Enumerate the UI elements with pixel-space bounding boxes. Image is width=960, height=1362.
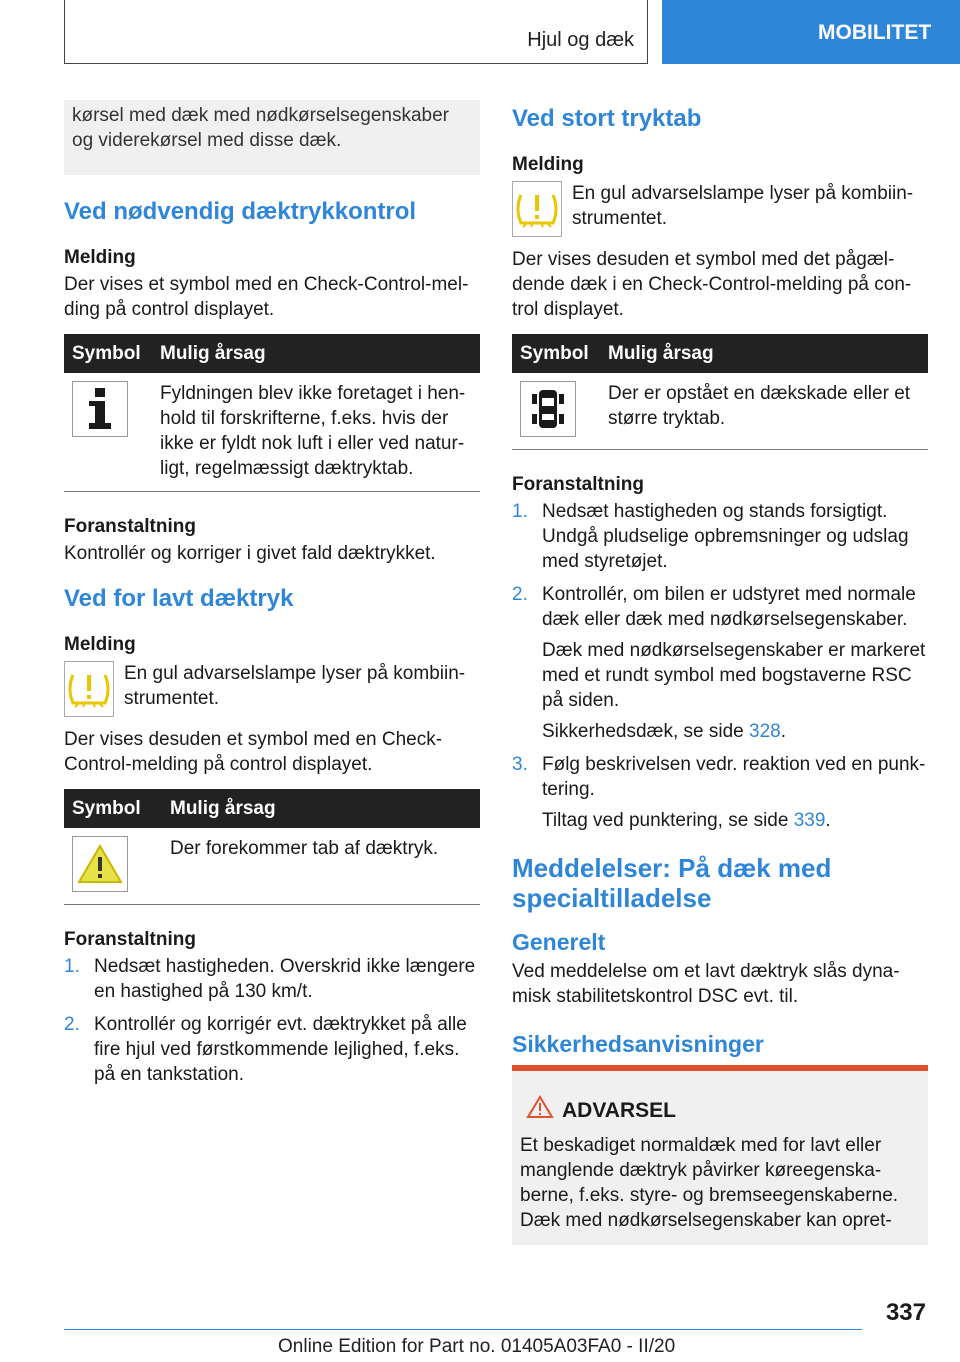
step-number: 3. <box>512 754 528 775</box>
symbol-column-header: Symbol <box>512 334 600 373</box>
action-steps <box>512 499 928 833</box>
message-text: Der vises et symbol med en Check-Control-melding på control displayet. <box>64 274 469 320</box>
list-item <box>64 954 480 1004</box>
lamp-row <box>64 661 480 717</box>
note-text: . <box>825 810 831 831</box>
header-section-title: Hjul og dæk <box>527 29 634 51</box>
step-text: Nedsæt hastigheden og stands forsigtigt. Undgå pludselige opbremsninger og udslag med styretøjet. <box>542 501 909 572</box>
note-text: Tiltag ved punktering, se side <box>542 810 794 831</box>
section-title-pressure-check: Ved nødvendig dæktrykkontrol <box>64 198 417 225</box>
section-title-large-loss: Ved stort tryktab <box>512 105 702 132</box>
page-link-339[interactable]: 339 <box>793 810 826 831</box>
action-steps <box>64 954 480 1087</box>
symbol-table <box>64 789 480 905</box>
section-title-low-pressure: Ved for lavt dæktryk <box>64 585 294 612</box>
cause-column-header: Mulig årsag <box>162 789 480 828</box>
step-number: 2. <box>64 1014 80 1035</box>
header-chapter-tab[interactable]: MOBILITET <box>662 0 960 64</box>
car-top-view-icon <box>520 381 576 437</box>
right-column <box>512 104 928 1245</box>
lamp-text: En gul advarselslampe lyser på kombiinstrumentet. <box>572 183 914 229</box>
step-note <box>542 808 928 833</box>
step-text: Nedsæt hastigheden. Overskrid ikke længere en hastighed på 130 km/t. <box>94 956 476 1002</box>
cause-column-header: Mulig årsag <box>152 334 480 373</box>
symbol-column-header: Symbol <box>64 334 152 373</box>
hazard-icon <box>526 1095 554 1125</box>
warning-text: Et beskadiget normaldæk med for lavt eller manglende dæktryk påvirker køreegenskaberne, f.eks. styre- og bremseegenskaberne. Dæk med nødkørselsegenskaber kan opret- <box>520 1135 899 1231</box>
warning-box <box>512 1065 928 1245</box>
tire-pressure-warning-icon <box>64 661 114 717</box>
symbol-cell <box>64 373 152 492</box>
cause-cell: Fyldningen blev ikke foretaget i henhold til forskrifterne, f.eks. hvis der ikke er fyldt nok luft i eller ved naturligt, regelmæssigt dæktryktab. <box>152 373 480 492</box>
footer-edition: Online Edition for Part no. 01405A03FA0 - II/20 <box>278 1336 676 1357</box>
step-text: Kontrollér, om bilen er udstyret med normale dæk eller dæk med nødkørselsegenskaber. <box>542 584 916 630</box>
action-text: Kontrollér og korriger i givet fald dæktrykket. <box>64 543 436 564</box>
message-text: Der vises desuden et symbol med en Check-Control-melding på control displayet. <box>64 729 443 775</box>
symbol-cell <box>512 373 600 450</box>
warning-header <box>520 1095 920 1125</box>
page-number: 337 <box>885 1299 926 1326</box>
step-number: 1. <box>64 956 80 977</box>
symbol-column-header: Symbol <box>64 789 162 828</box>
step-number: 1. <box>512 501 528 522</box>
warning-label: ADVARSEL <box>562 1098 676 1122</box>
message-label: Melding <box>64 247 136 268</box>
symbol-cell <box>64 828 162 905</box>
step-number: 2. <box>512 584 528 605</box>
message-label: Melding <box>512 154 584 175</box>
symbol-table <box>64 334 480 492</box>
step-note: Dæk med nødkørselsegenskaber er markeret med et rundt symbol med bogstaverne RSC på siden. <box>542 640 926 711</box>
left-column <box>64 104 480 1095</box>
lamp-text: En gul advarselslampe lyser på kombiinstrumentet. <box>124 663 466 709</box>
section-title-safety: Sikkerhedsanvisninger <box>512 1031 764 1057</box>
cause-cell: Der er opstået en dækskade eller et større tryktab. <box>600 373 928 450</box>
section-title-special-tires: Meddelelser: På dæk med specialtilladelse <box>512 853 832 913</box>
list-item <box>512 582 928 744</box>
general-text: Ved meddelelse om et lavt dæktryk slås dynamisk stabilitetskontrol DSC evt. til. <box>512 961 900 1007</box>
step-note <box>542 719 928 744</box>
intro-box: kørsel med dæk med nødkørselsegenskaber og viderekørsel med disse dæk. <box>64 100 480 175</box>
warning-triangle-icon <box>72 836 128 892</box>
cause-cell: Der forekommer tab af dæktryk. <box>162 828 480 905</box>
step-text: Kontrollér og korrigér evt. dæktrykket på alle fire hjul ved førstkommende lejlighed, f.eks. på en tankstation. <box>94 1014 467 1085</box>
cause-column-header: Mulig årsag <box>600 334 928 373</box>
step-text: Følg beskrivelsen vedr. reaktion ved en punktering. <box>542 754 926 800</box>
message-label: Melding <box>64 634 136 655</box>
message-text: Der vises desuden et symbol med det pågældende dæk i en Check-Control-melding på control displayet. <box>512 249 912 320</box>
page-link-328[interactable]: 328 <box>749 721 781 742</box>
action-label: Foranstaltning <box>512 474 644 495</box>
note-text: Sikkerhedsdæk, se side <box>542 721 749 742</box>
note-text: . <box>780 721 786 742</box>
symbol-table <box>512 334 928 450</box>
action-label: Foranstaltning <box>64 929 196 950</box>
lamp-row <box>512 181 928 237</box>
tire-pressure-warning-icon <box>512 181 562 237</box>
list-item <box>64 1012 480 1087</box>
info-icon <box>72 381 128 437</box>
list-item <box>512 499 928 574</box>
footer-divider <box>64 1329 862 1330</box>
action-label: Foranstaltning <box>64 516 196 537</box>
subsection-title-general: Generelt <box>512 929 606 955</box>
list-item <box>512 752 928 833</box>
